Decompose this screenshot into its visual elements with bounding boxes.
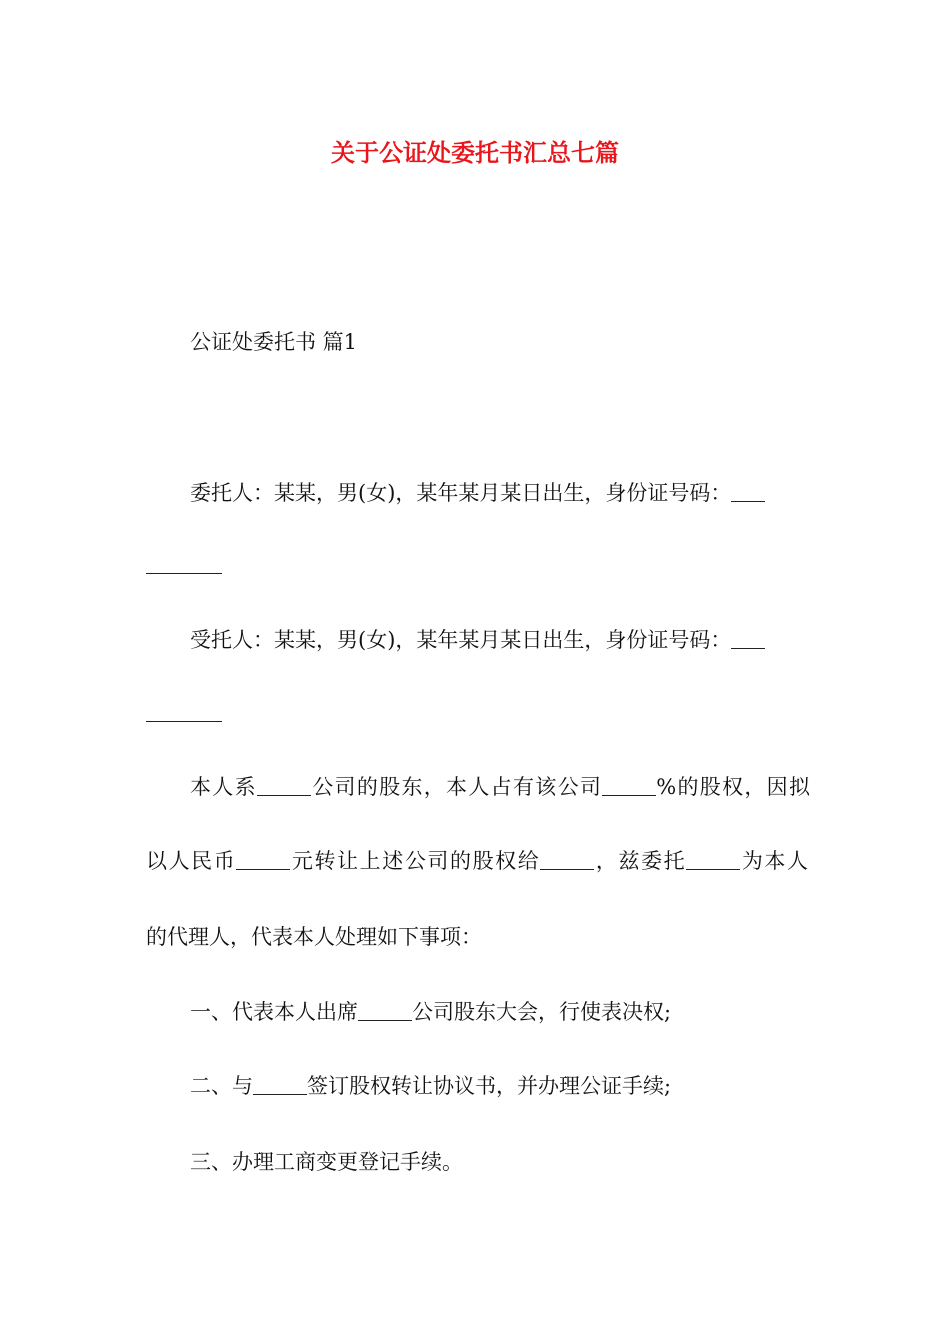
fill-blank: [540, 848, 594, 870]
text-segment: 本人系: [190, 775, 257, 799]
text-segment: 三、办理工商变更登记手续。: [190, 1150, 463, 1174]
text-segment: 的代理人，代表本人处理如下事项：: [146, 925, 482, 949]
paragraph-line: [146, 842, 808, 880]
text-segment: %的股权，因拟: [656, 775, 810, 799]
list-item: [190, 1067, 810, 1105]
text-segment: 签订股权转让协议书，并办理公证手续;: [307, 1074, 672, 1098]
text-segment: 元转让上述公司的股权给: [290, 849, 541, 873]
text-segment: 公司股东大会，行使表决权;: [412, 1000, 672, 1024]
agent-line: [190, 621, 810, 659]
list-item: [190, 993, 810, 1031]
fill-blank: [253, 1073, 307, 1095]
id-blank: [731, 480, 765, 502]
fill-blank: [236, 848, 290, 870]
fill-blank: [602, 774, 656, 796]
fill-blank: [358, 999, 412, 1021]
paragraph-line: [190, 768, 810, 806]
text-segment: 公司的股东，本人占有该公司: [310, 775, 603, 799]
document-title: 关于公证处委托书汇总七篇: [331, 138, 619, 167]
text-segment: ，兹委托: [594, 849, 687, 873]
principal-text: 委托人：某某，男(女)，某年某月某日出生，身份证号码：: [190, 481, 732, 505]
paragraph-line: [146, 918, 808, 956]
text-segment: 为本人: [740, 849, 809, 873]
text-segment: 一、代表本人出席: [190, 1000, 358, 1024]
text-segment: 二、与: [190, 1074, 253, 1098]
id-blank-continuation: [146, 573, 222, 574]
id-blank: [731, 627, 765, 649]
id-blank-continuation: [146, 721, 222, 722]
agent-text: 受托人：某某，男(女)，某年某月某日出生，身份证号码：: [190, 628, 732, 652]
fill-blank: [257, 774, 311, 796]
text-segment: 以人民币: [146, 849, 237, 873]
principal-line: [190, 474, 810, 512]
fill-blank: [686, 848, 740, 870]
section-heading: 公证处委托书 篇1: [190, 330, 358, 354]
list-item: [190, 1143, 810, 1181]
